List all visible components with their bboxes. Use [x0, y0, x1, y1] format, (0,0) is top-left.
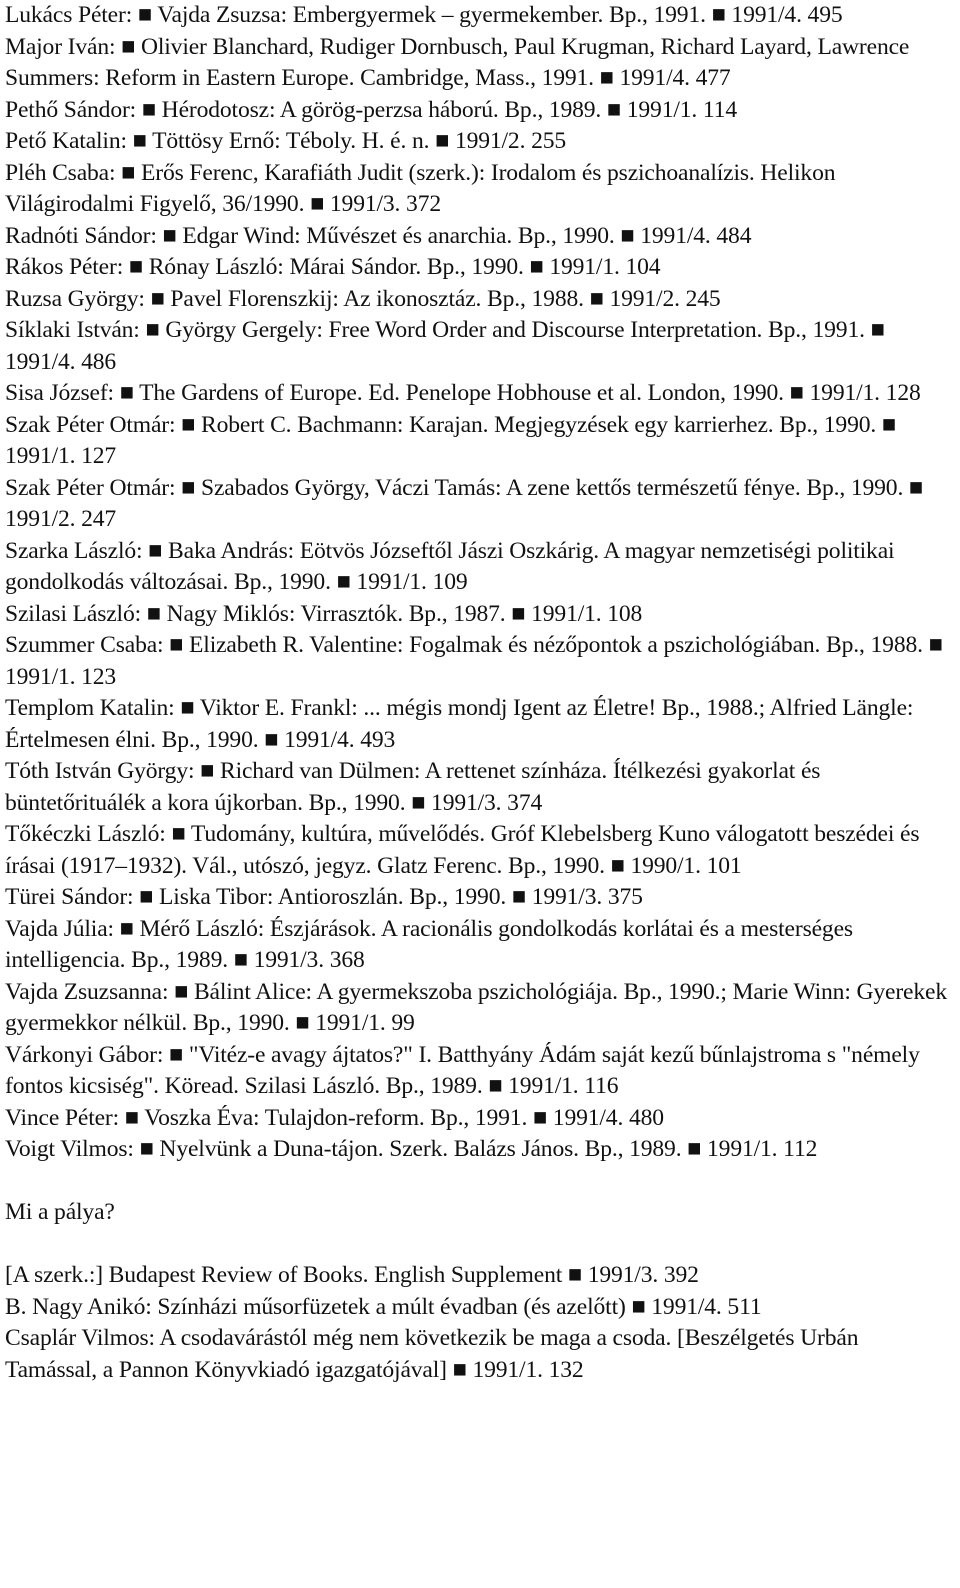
entry-szarka-laszlo: Szarka László: ■ Baka András: Eötvös Józseftől Jászi Oszkárig. A magyar nemzetiségi politikai gondolkodás változásai. Bp., 1990. ■ 1991/1. 109 [5, 537, 895, 595]
entry-turei-sandor: Türei Sándor: ■ Liska Tibor: Antioroszlán. Bp., 1990. ■ 1991/3. 375 [5, 884, 643, 910]
entry-b-nagy-aniko: B. Nagy Anikó: Színházi műsorfüzetek a múlt évadban (és azelőtt) ■ 1991/4. 511 [5, 1293, 762, 1320]
entry-vince-peter: Vince Péter: ■ Voszka Éva: Tulajdon-reform. Bp., 1991. ■ 1991/4. 480 [5, 1104, 664, 1131]
entry-vajda-zsuzsanna: Vajda Zsuzsanna: ■ Bálint Alice: A gyermekszoba pszichológiája. Bp., 1990.; Marie Winn: Gyerekek gyermekkor nélkül. Bp., 1990. ■ 1991/1. 99 [5, 978, 947, 1036]
entry-petho-sandor: Pethő Sándor: ■ Hérodotosz: A görög-perzsa háború. Bp., 1989. ■ 1991/1. 114 [5, 96, 737, 123]
entry-toth-istvan-gyorgy: Tóth István György: ■ Richard van Dülmen: A rettenet színháza. Ítélkezési gyakorlat és büntetőrituálék a kora újkorban. Bp., 1990. ■ 1991/3. 374 [5, 758, 821, 816]
entry-templom-katalin: Templom Katalin: ■ Viktor E. Frankl: ... mégis mondj Igent az Életre! Bp., 1988.; Alfried Längle: Értelmesen élni. Bp., 1990. ■ 1991/4. 493 [5, 695, 914, 753]
entry-sisa-jozsef: Sisa József: ■ The Gardens of Europe. Ed. Penelope Hobhouse et al. London, 1990. ■ 1991/1. 128 [5, 380, 921, 406]
entry-szummer-csaba: Szummer Csaba: ■ Elizabeth R. Valentine: Fogalmak és nézőpontok a pszichológiában. Bp., 1988. ■ 1991/1. 123 [5, 632, 943, 690]
entry-szilasi-laszlo: Szilasi László: ■ Nagy Miklós: Virrasztók. Bp., 1987. ■ 1991/1. 108 [5, 600, 643, 627]
entry-list-bottom [5, 1260, 952, 1386]
entry-major-ivan: Major Iván: ■ Olivier Blanchard, Rudiger Dornbusch, Paul Krugman, Richard Layard, Lawrence Summers: Reform in Eastern Europe. Cambridge, Mass., 1991. ■ 1991/4. 477 [5, 33, 910, 91]
entry-szak-peter-otmar-2: Szak Péter Otmár: ■ Szabados György, Váczi Tamás: A zene kettős természetű fénye. Bp., 1990. ■ 1991/2. 247 [5, 474, 924, 532]
entry-list-top [5, 0, 952, 1166]
entry-a-szerk: [A szerk.:] Budapest Review of Books. English Supplement ■ 1991/3. 392 [5, 1262, 699, 1288]
entry-ruzsa-gyorgy: Ruzsa György: ■ Pavel Florenszkij: Az ikonosztáz. Bp., 1988. ■ 1991/2. 245 [5, 285, 721, 312]
entry-lukacs-peter: Lukács Péter: ■ Vajda Zsuzsa: Embergyermek – gyermekember. Bp., 1991. ■ 1991/4. 495 [5, 2, 843, 28]
entry-pleh-csaba: Pléh Csaba: ■ Erős Ferenc, Karafiáth Judit (szerk.): Irodalom és pszichoanalízis. Helikon Világirodalmi Figyelő, 36/1990. ■ 1991/3. 372 [5, 159, 836, 217]
entry-peto-katalin: Pető Katalin: ■ Töttösy Ernő: Téboly. H. é. n. ■ 1991/2. 255 [5, 128, 567, 154]
entry-voigt-vilmos: Voigt Vilmos: ■ Nyelvünk a Duna-tájon. Szerk. Balázs János. Bp., 1989. ■ 1991/1. 112 [5, 1136, 818, 1162]
entry-tokeczki-laszlo: Tőkéczki László: ■ Tudomány, kultúra, művelődés. Gróf Klebelsberg Kuno válogatott beszédei és írásai (1917–1932). Vál., utószó, jegyz. Glatz Ferenc. Bp., 1990. ■ 1990/1. 101 [5, 821, 920, 879]
entry-siklaki-istvan: Síklaki István: ■ György Gergely: Free Word Order and Discourse Interpretation. Bp., 1991. ■ 1991/4. 486 [5, 317, 885, 375]
entry-csaplar-vilmos: Csaplár Vilmos: A csodavárástól még nem következik be maga a csoda. [Beszélgetés Urbán Tamással, a Pannon Könyvkiadó igazgatójával] ■ 1991/1. 132 [5, 1325, 859, 1383]
entry-varkonyi-gabor: Várkonyi Gábor: ■ "Vitéz-e avagy ájtatos?" I. Batthyány Ádám saját kezű bűnlajstroma s "némely fontos kicsiség". Köread. Szilasi László. Bp., 1989. ■ 1991/1. 116 [5, 1041, 920, 1099]
entry-radnoti-sandor: Radnóti Sándor: ■ Edgar Wind: Művészet és anarchia. Bp., 1990. ■ 1991/4. 484 [5, 222, 752, 249]
entry-szak-peter-otmar-1: Szak Péter Otmár: ■ Robert C. Bachmann: Karajan. Megjegyzések egy karrierhez. Bp., 1990. ■ 1991/1. 127 [5, 411, 896, 469]
section-title: Mi a pálya? [5, 1199, 115, 1225]
entry-vajda-julia: Vajda Júlia: ■ Mérő László: Észjárások. A racionális gondolkodás korlátai és a mesterséges intelligencia. Bp., 1989. ■ 1991/3. 368 [5, 915, 853, 973]
entry-rakos-peter: Rákos Péter: ■ Rónay László: Márai Sándor. Bp., 1990. ■ 1991/1. 104 [5, 254, 661, 280]
